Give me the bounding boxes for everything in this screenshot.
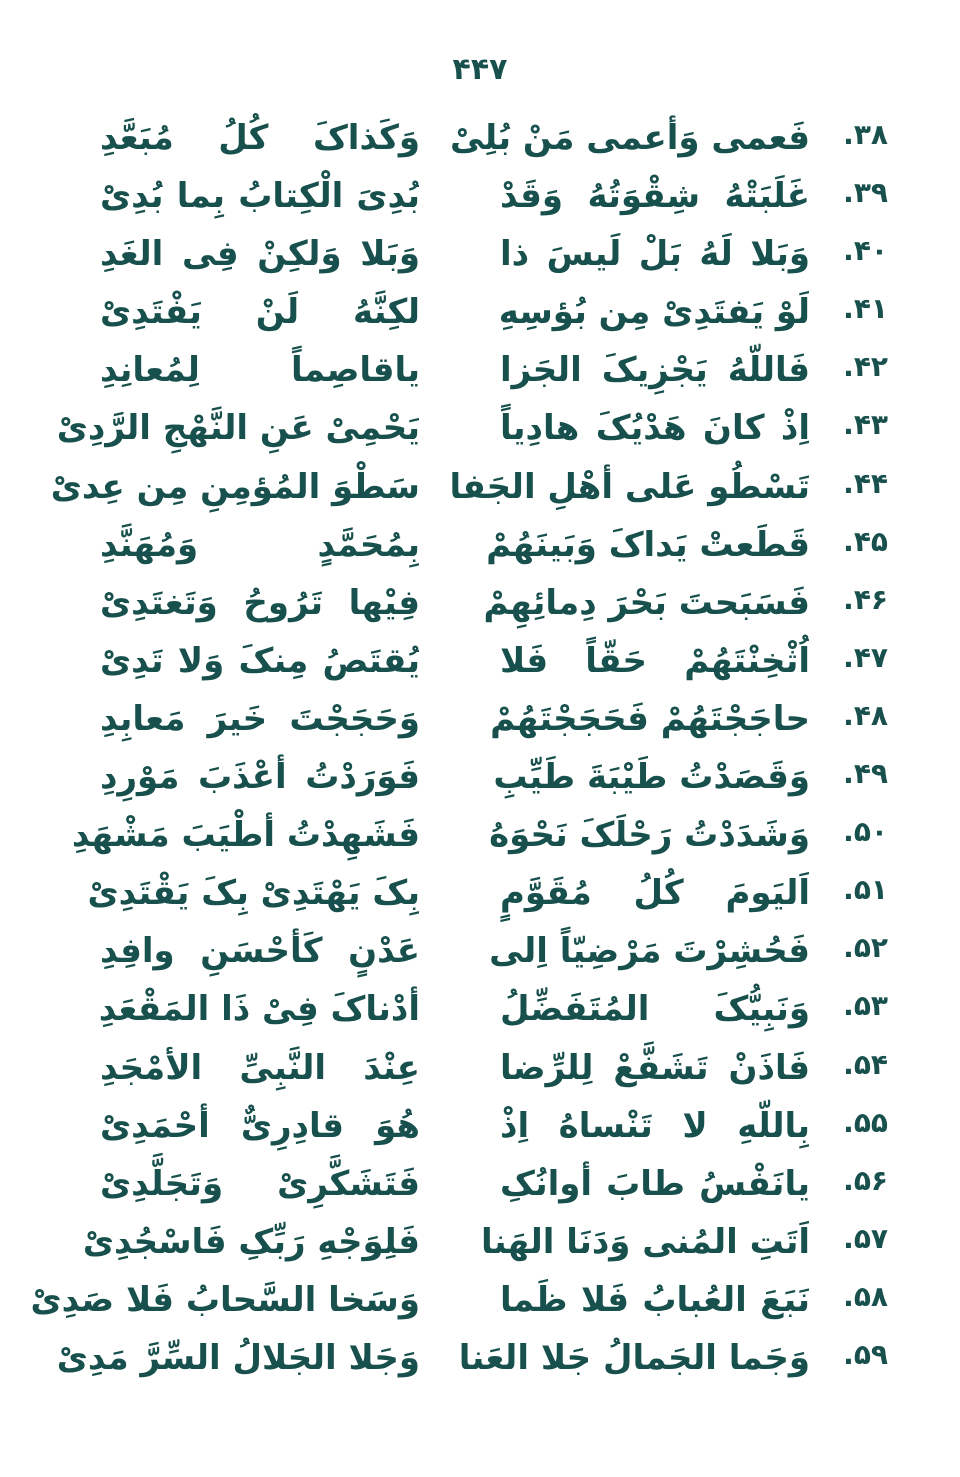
verse-second-hemistich: فَتَشَکَّرِیْ وَتَجَلَّدِیْ: [100, 1163, 420, 1204]
verse-row: [0, 461, 960, 519]
verse-list: [0, 112, 960, 1390]
verse-second-hemistich: وَسَخا السَّحابُ فَلا صَدِیْ: [30, 1279, 420, 1320]
verse-first-hemistich: بِاللّهِ لا تَنْساهُ اِذْ: [500, 1105, 810, 1146]
verse-second-hemistich: هُوَ قادِرِیٌّ أحْمَدِیْ: [100, 1105, 420, 1146]
verse-first-hemistich: فَحُشِرْتَ مَرْضِیّاً اِلی: [489, 931, 810, 972]
page-number: ۴۴۷: [452, 52, 508, 87]
verse-row: [0, 1158, 960, 1216]
verse-number: ۳۹.: [843, 176, 888, 210]
verse-number: ۵۷.: [843, 1221, 888, 1255]
verse-row: [0, 983, 960, 1041]
verse-row: [0, 1042, 960, 1100]
verse-number: ۴۸.: [843, 698, 888, 732]
verse-second-hemistich: بِکَ یَهْتَدِیْ بِکَ یَقْتَدِیْ: [87, 873, 420, 914]
verse-row: [0, 112, 960, 170]
verse-number: ۵۳.: [843, 989, 888, 1023]
verse-number: ۳۸.: [843, 118, 888, 151]
verse-first-hemistich: اُثْخِنْتَهُمْ حَقّاً فَلا: [500, 640, 810, 681]
verse-first-hemistich: قَطَعتْ یَداکَ وَبَینَهُمْ: [486, 524, 810, 565]
verse-first-hemistich: نَبَعَ العُبابُ فَلا ظَما: [500, 1279, 810, 1320]
verse-first-hemistich: وَنَبِیُّکَ المُتَفَضِّلُ: [500, 989, 810, 1030]
verse-number: ۴۷.: [843, 640, 888, 674]
verse-first-hemistich: لَوْ یَفتَدِیْ مِن بُؤسِهِ: [498, 292, 810, 333]
verse-number: ۴۴.: [843, 466, 888, 500]
verse-second-hemistich: بِمُحَمَّدٍ وَمُهَنَّدِ: [100, 524, 420, 565]
verse-second-hemistich: وَبَلا وَلکِنْ فِی الغَدِ: [100, 234, 420, 275]
verse-number: ۴۱.: [843, 292, 888, 326]
verse-second-hemistich: یُقتَصُ مِنکَ وَلا تَدِیْ: [100, 640, 420, 681]
verse-row: [0, 170, 960, 228]
verse-number: ۵۹.: [843, 1337, 888, 1371]
verse-first-hemistich: فَاذَنْ تَشَفَّعْ لِلرِّضا: [500, 1047, 810, 1088]
verse-second-hemistich: لکِنَّهُ لَنْ یَفْتَدِیْ: [100, 292, 420, 333]
verse-second-hemistich: عِنْدَ النَّبِیِّ الأمْجَدِ: [100, 1047, 420, 1088]
verse-row: [0, 809, 960, 867]
verse-first-hemistich: حاجَجْتَهُمْ فَحَجَجْتَهُمْ: [490, 698, 810, 739]
verse-number: ۵۴.: [843, 1047, 888, 1081]
verse-number: ۵۱.: [843, 873, 888, 907]
verse-row: [0, 751, 960, 809]
verse-number: ۴۶.: [843, 582, 888, 616]
verse-number: ۴۹.: [843, 757, 888, 791]
verse-number: ۵۸.: [843, 1279, 888, 1313]
verse-second-hemistich: بُدِیَ الْکِتابُ بِما بُدِیْ: [100, 176, 420, 217]
verse-second-hemistich: وَکَذاکَ کُلُ مُبَعَّدِ: [100, 118, 420, 158]
verse-row: [0, 867, 960, 925]
verse-number: ۴۲.: [843, 350, 888, 384]
verse-row: [0, 286, 960, 344]
verse-first-hemistich: غَلَبَتْهُ شِقْوَتُهُ وَقَدْ: [500, 176, 810, 217]
verse-second-hemistich: فِیْها تَرُوحُ وَتَغتَدِیْ: [100, 582, 420, 623]
verse-first-hemistich: اِذْ کانَ هَدْیُکَ هادِیاً: [500, 408, 810, 449]
verse-number: ۴۳.: [843, 408, 888, 442]
verse-row: [0, 519, 960, 577]
verse-first-hemistich: وَقَصَدْتُ طَیْبَةَ طَیِّبِ: [493, 757, 810, 798]
verse-row: [0, 693, 960, 751]
verse-number: ۵۰.: [843, 815, 888, 849]
verse-second-hemistich: یاقاصِماً لِمُعانِدِ: [100, 350, 420, 391]
verse-row: [0, 1332, 960, 1390]
verse-second-hemistich: فَشَهِدْتُ أطْیَبَ مَشْهَدِ: [71, 815, 420, 856]
verse-second-hemistich: یَحْمِیْ عَنِ النَّهْجِ الرَّدِیْ: [56, 408, 420, 449]
verse-first-hemistich: اَتَتِ المُنی وَدَنَا الهَنا: [480, 1221, 810, 1262]
verse-first-hemistich: اَلیَومَ کُلُ مُقَوَّمٍ: [500, 873, 810, 914]
verse-second-hemistich: فَوَرَدْتُ أعْذَبَ مَوْرِدِ: [100, 757, 420, 798]
verse-row: [0, 1216, 960, 1274]
verse-first-hemistich: فَعمی وَأعمی مَنْ بُلِیْ: [449, 118, 810, 158]
verse-second-hemistich: فَلِوَجْهِ رَبِّکِ فَاسْجُدِیْ: [82, 1221, 420, 1262]
verse-second-hemistich: سَطْوَ المُؤمِنِ مِن عِدیْ: [50, 466, 420, 507]
verse-second-hemistich: عَدْنٍ کَأحْسَنِ وافِدِ: [100, 931, 420, 972]
verse-row: [0, 577, 960, 635]
verse-first-hemistich: وَبَلا لَهُ بَلْ لَیسَ ذا: [500, 234, 810, 275]
verse-row: [0, 228, 960, 286]
verse-first-hemistich: وَشَدَدْتُ رَحْلَکَ نَحْوَهُ: [489, 815, 810, 856]
verse-second-hemistich: أدْناکَ فِیْ ذَا المَقْعَدِ: [98, 989, 420, 1030]
verse-second-hemistich: وَحَجَجْتَ خَیرَ مَعابِدِ: [100, 698, 420, 739]
verse-row: [0, 1274, 960, 1332]
verse-row: [0, 635, 960, 693]
verse-row: [0, 925, 960, 983]
verse-number: ۴۵.: [843, 524, 888, 558]
verse-first-hemistich: وَجَما الجَمالُ جَلا العَنا: [458, 1337, 810, 1378]
verse-row: [0, 344, 960, 402]
verse-number: ۵۵.: [843, 1105, 888, 1139]
verse-row: [0, 1100, 960, 1158]
verse-number: ۴۰.: [843, 234, 888, 268]
verse-first-hemistich: تَسْطُو عَلی أهْلِ الجَفا: [449, 466, 810, 507]
verse-number: ۵۶.: [843, 1163, 888, 1197]
verse-row: [0, 402, 960, 460]
verse-first-hemistich: فَاللّهُ یَجْزِیکَ الجَزا: [500, 350, 810, 391]
verse-first-hemistich: یانَفْسُ طابَ أوانُکِ: [500, 1163, 810, 1204]
verse-second-hemistich: وَجَلا الجَلالُ السِّرَّ مَدِیْ: [56, 1337, 420, 1378]
verse-number: ۵۲.: [843, 931, 888, 965]
verse-first-hemistich: فَسَبَحتَ بَحْرَ دِمائِهِمْ: [483, 582, 810, 623]
